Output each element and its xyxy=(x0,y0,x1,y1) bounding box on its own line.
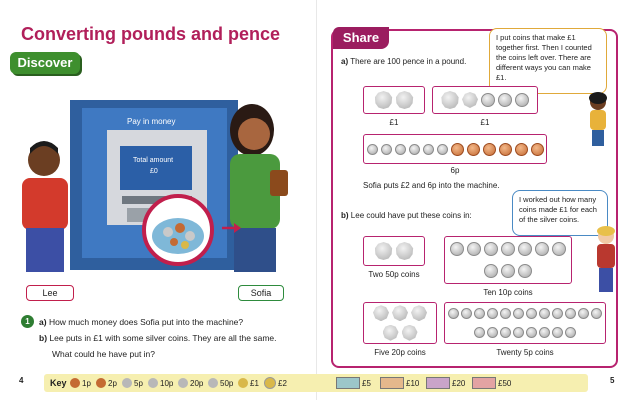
coin-50p-icon xyxy=(396,242,414,260)
key-50p-label: 50p xyxy=(220,378,234,388)
question-b-text: Lee puts in £1 with some silver coins. They are all the same. xyxy=(49,333,277,343)
label-lee: Lee xyxy=(26,285,74,301)
label-five-20p: Five 20p coins xyxy=(374,348,426,357)
coin-10p-icon xyxy=(501,264,515,278)
coin-5p-icon xyxy=(122,378,132,388)
coin-50p-icon xyxy=(396,91,414,109)
key-2p-label: 2p xyxy=(108,378,117,388)
share-a-line xyxy=(341,57,466,66)
question-b-line2: What could he have put in? xyxy=(52,349,156,359)
coin-group-two-50p xyxy=(363,236,425,266)
key-50p xyxy=(208,374,233,392)
page-title: Converting pounds and pence xyxy=(21,24,281,44)
coin-5p-icon xyxy=(526,327,537,338)
coin-5p-icon xyxy=(565,327,576,338)
question-a-letter: a) xyxy=(39,317,47,327)
discover-tab: Discover xyxy=(10,52,80,74)
coin-group-6p xyxy=(363,134,547,164)
coin-5p-icon xyxy=(565,308,576,319)
key-20pound-label: £20 xyxy=(452,378,466,388)
key-10p-label: 10p xyxy=(160,378,174,388)
question-a-text: How much money does Sofia put into the machine? xyxy=(48,317,244,327)
coin-5p-icon xyxy=(513,327,524,338)
sofia-head xyxy=(238,118,270,150)
key-5p xyxy=(122,374,143,392)
coin-5p-icon xyxy=(500,327,511,338)
share-b-text: Lee could have put these coins in: xyxy=(350,211,472,220)
key-2p xyxy=(96,374,117,392)
coin-2p-icon xyxy=(96,378,106,388)
coin-5p-icon xyxy=(423,144,434,155)
coin-5p-icon xyxy=(500,308,511,319)
note-50-icon xyxy=(472,377,496,389)
key-5pound xyxy=(336,374,371,392)
screen-line2: £0 xyxy=(150,168,158,175)
pound-label-2: £1 xyxy=(480,118,490,127)
coin-1pound-icon xyxy=(238,378,248,388)
coin-10p-icon xyxy=(148,378,158,388)
page-divider xyxy=(316,0,317,400)
key-1p-label: 1p xyxy=(82,378,91,388)
coin-group-mixed-pound xyxy=(432,86,538,114)
key-2pound xyxy=(264,374,287,392)
coin-group-twenty-5p xyxy=(444,302,606,344)
key-2pound-label: £2 xyxy=(278,378,287,388)
coin-5p-icon xyxy=(513,308,524,319)
coin-1p-icon xyxy=(451,143,464,156)
coin-group-five-20p xyxy=(363,302,437,344)
coin-20p-icon xyxy=(383,325,399,341)
key-5p-label: 5p xyxy=(134,378,143,388)
coin-group-50p-pound xyxy=(363,86,425,114)
coin-1p-icon xyxy=(531,143,544,156)
share-b-line xyxy=(341,211,472,220)
discover-illustration xyxy=(22,100,299,272)
key-1p xyxy=(70,374,91,392)
coin-10p-icon xyxy=(552,242,566,256)
coin-5p-icon xyxy=(409,144,420,155)
coin-50p-icon xyxy=(208,378,218,388)
coin-20p-icon xyxy=(178,378,188,388)
sofia-jeans xyxy=(234,228,276,272)
lee-shirt xyxy=(22,178,68,230)
share-a-text: There are 100 pence in a pound. xyxy=(350,57,467,66)
coin-1p-icon xyxy=(499,143,512,156)
label-twenty-5p: Twenty 5p coins xyxy=(496,348,554,357)
money-key xyxy=(44,374,588,392)
key-10pound-label: £10 xyxy=(406,378,420,388)
coin-5p-icon xyxy=(487,327,498,338)
key-50pound-label: £50 xyxy=(498,378,512,388)
sofia-bag xyxy=(270,170,288,196)
coin-20p-icon xyxy=(411,305,427,321)
question-number: 1 xyxy=(21,315,34,328)
coin-5p-icon xyxy=(367,144,378,155)
coin-5p-icon xyxy=(591,308,602,319)
coin-10p-icon xyxy=(481,93,495,107)
coin-5p-icon xyxy=(474,327,485,338)
key-20p-label: 20p xyxy=(190,378,204,388)
pound-label-1: £1 xyxy=(389,118,399,127)
sofia-statement: Sofia puts £2 and 6p into the machine. xyxy=(363,181,500,190)
key-10pound xyxy=(380,374,419,392)
key-label: Key xyxy=(50,378,67,388)
coin-5p-icon xyxy=(552,308,563,319)
label-two-50p: Two 50p coins xyxy=(368,270,420,279)
question-b xyxy=(39,333,277,343)
coin-2pound-icon xyxy=(264,377,276,389)
coin-1p-icon xyxy=(515,143,528,156)
coin-5p-icon xyxy=(539,327,550,338)
coin-20p-icon xyxy=(402,325,418,341)
coin-5p-icon xyxy=(474,308,485,319)
coin-purse xyxy=(152,218,204,254)
coin-5p-icon xyxy=(381,144,392,155)
coin-10p-icon xyxy=(501,242,515,256)
label-sofia: Sofia xyxy=(238,285,284,301)
coin-1p-icon xyxy=(70,378,80,388)
coin-50p-icon xyxy=(375,91,393,109)
coin-10p-icon xyxy=(535,242,549,256)
key-10p xyxy=(148,374,173,392)
coin-5p-icon xyxy=(578,308,589,319)
coin-10p-icon xyxy=(484,242,498,256)
coin-10p-icon xyxy=(450,242,464,256)
key-20pound xyxy=(426,374,465,392)
coin-5p-icon xyxy=(395,144,406,155)
coin-20p-icon xyxy=(373,305,389,321)
key-5pound-label: £5 xyxy=(362,378,371,388)
question-b-letter: b) xyxy=(39,333,48,343)
coin-10p-icon xyxy=(484,264,498,278)
coin-10p-icon xyxy=(467,242,481,256)
page-number-left: 4 xyxy=(19,376,24,385)
share-tab: Share xyxy=(333,27,389,49)
screen-line1: Total amount xyxy=(133,157,174,164)
pence-label: 6p xyxy=(450,166,460,175)
coin-10p-icon xyxy=(518,242,532,256)
lee-trousers xyxy=(26,228,64,272)
label-ten-10p: Ten 10p coins xyxy=(483,288,533,297)
coin-10p-icon xyxy=(518,264,532,278)
coin-20p-icon xyxy=(462,92,478,108)
coin-10p-icon xyxy=(515,93,529,107)
speech-bubble-1: I put coins that make £1 together first. Then I counted the coins left over. There are different ways you can make £1. xyxy=(489,28,607,94)
key-50pound xyxy=(472,374,511,392)
coin-20p-icon xyxy=(392,305,408,321)
note-5-icon xyxy=(336,377,360,389)
coin-50p-icon xyxy=(375,242,393,260)
coin-5p-icon xyxy=(461,308,472,319)
share-b-letter: b) xyxy=(341,211,349,220)
key-20p xyxy=(178,374,203,392)
coin-group-ten-10p xyxy=(444,236,572,284)
boy-character xyxy=(594,226,618,292)
machine-sign: Pay in money xyxy=(127,117,176,126)
coin-5p-icon xyxy=(437,144,448,155)
girl-character xyxy=(584,92,612,146)
share-a-letter: a) xyxy=(341,57,349,66)
coin-1p-icon xyxy=(467,143,480,156)
page-number-right: 5 xyxy=(610,376,615,385)
key-1pound xyxy=(238,374,259,392)
coin-50p-icon xyxy=(441,91,459,109)
coin-5p-icon xyxy=(526,308,537,319)
key-1pound-label: £1 xyxy=(250,378,259,388)
coin-1p-icon xyxy=(483,143,496,156)
coin-5p-icon xyxy=(448,308,459,319)
coin-5p-icon xyxy=(487,308,498,319)
speech-bubble-2: I worked out how many coins made £1 for each of the silver coins. xyxy=(512,190,608,236)
question-a xyxy=(39,317,243,327)
coin-5p-icon xyxy=(539,308,550,319)
coin-10p-icon xyxy=(498,93,512,107)
coin-5p-icon xyxy=(552,327,563,338)
note-20-icon xyxy=(426,377,450,389)
note-10-icon xyxy=(380,377,404,389)
